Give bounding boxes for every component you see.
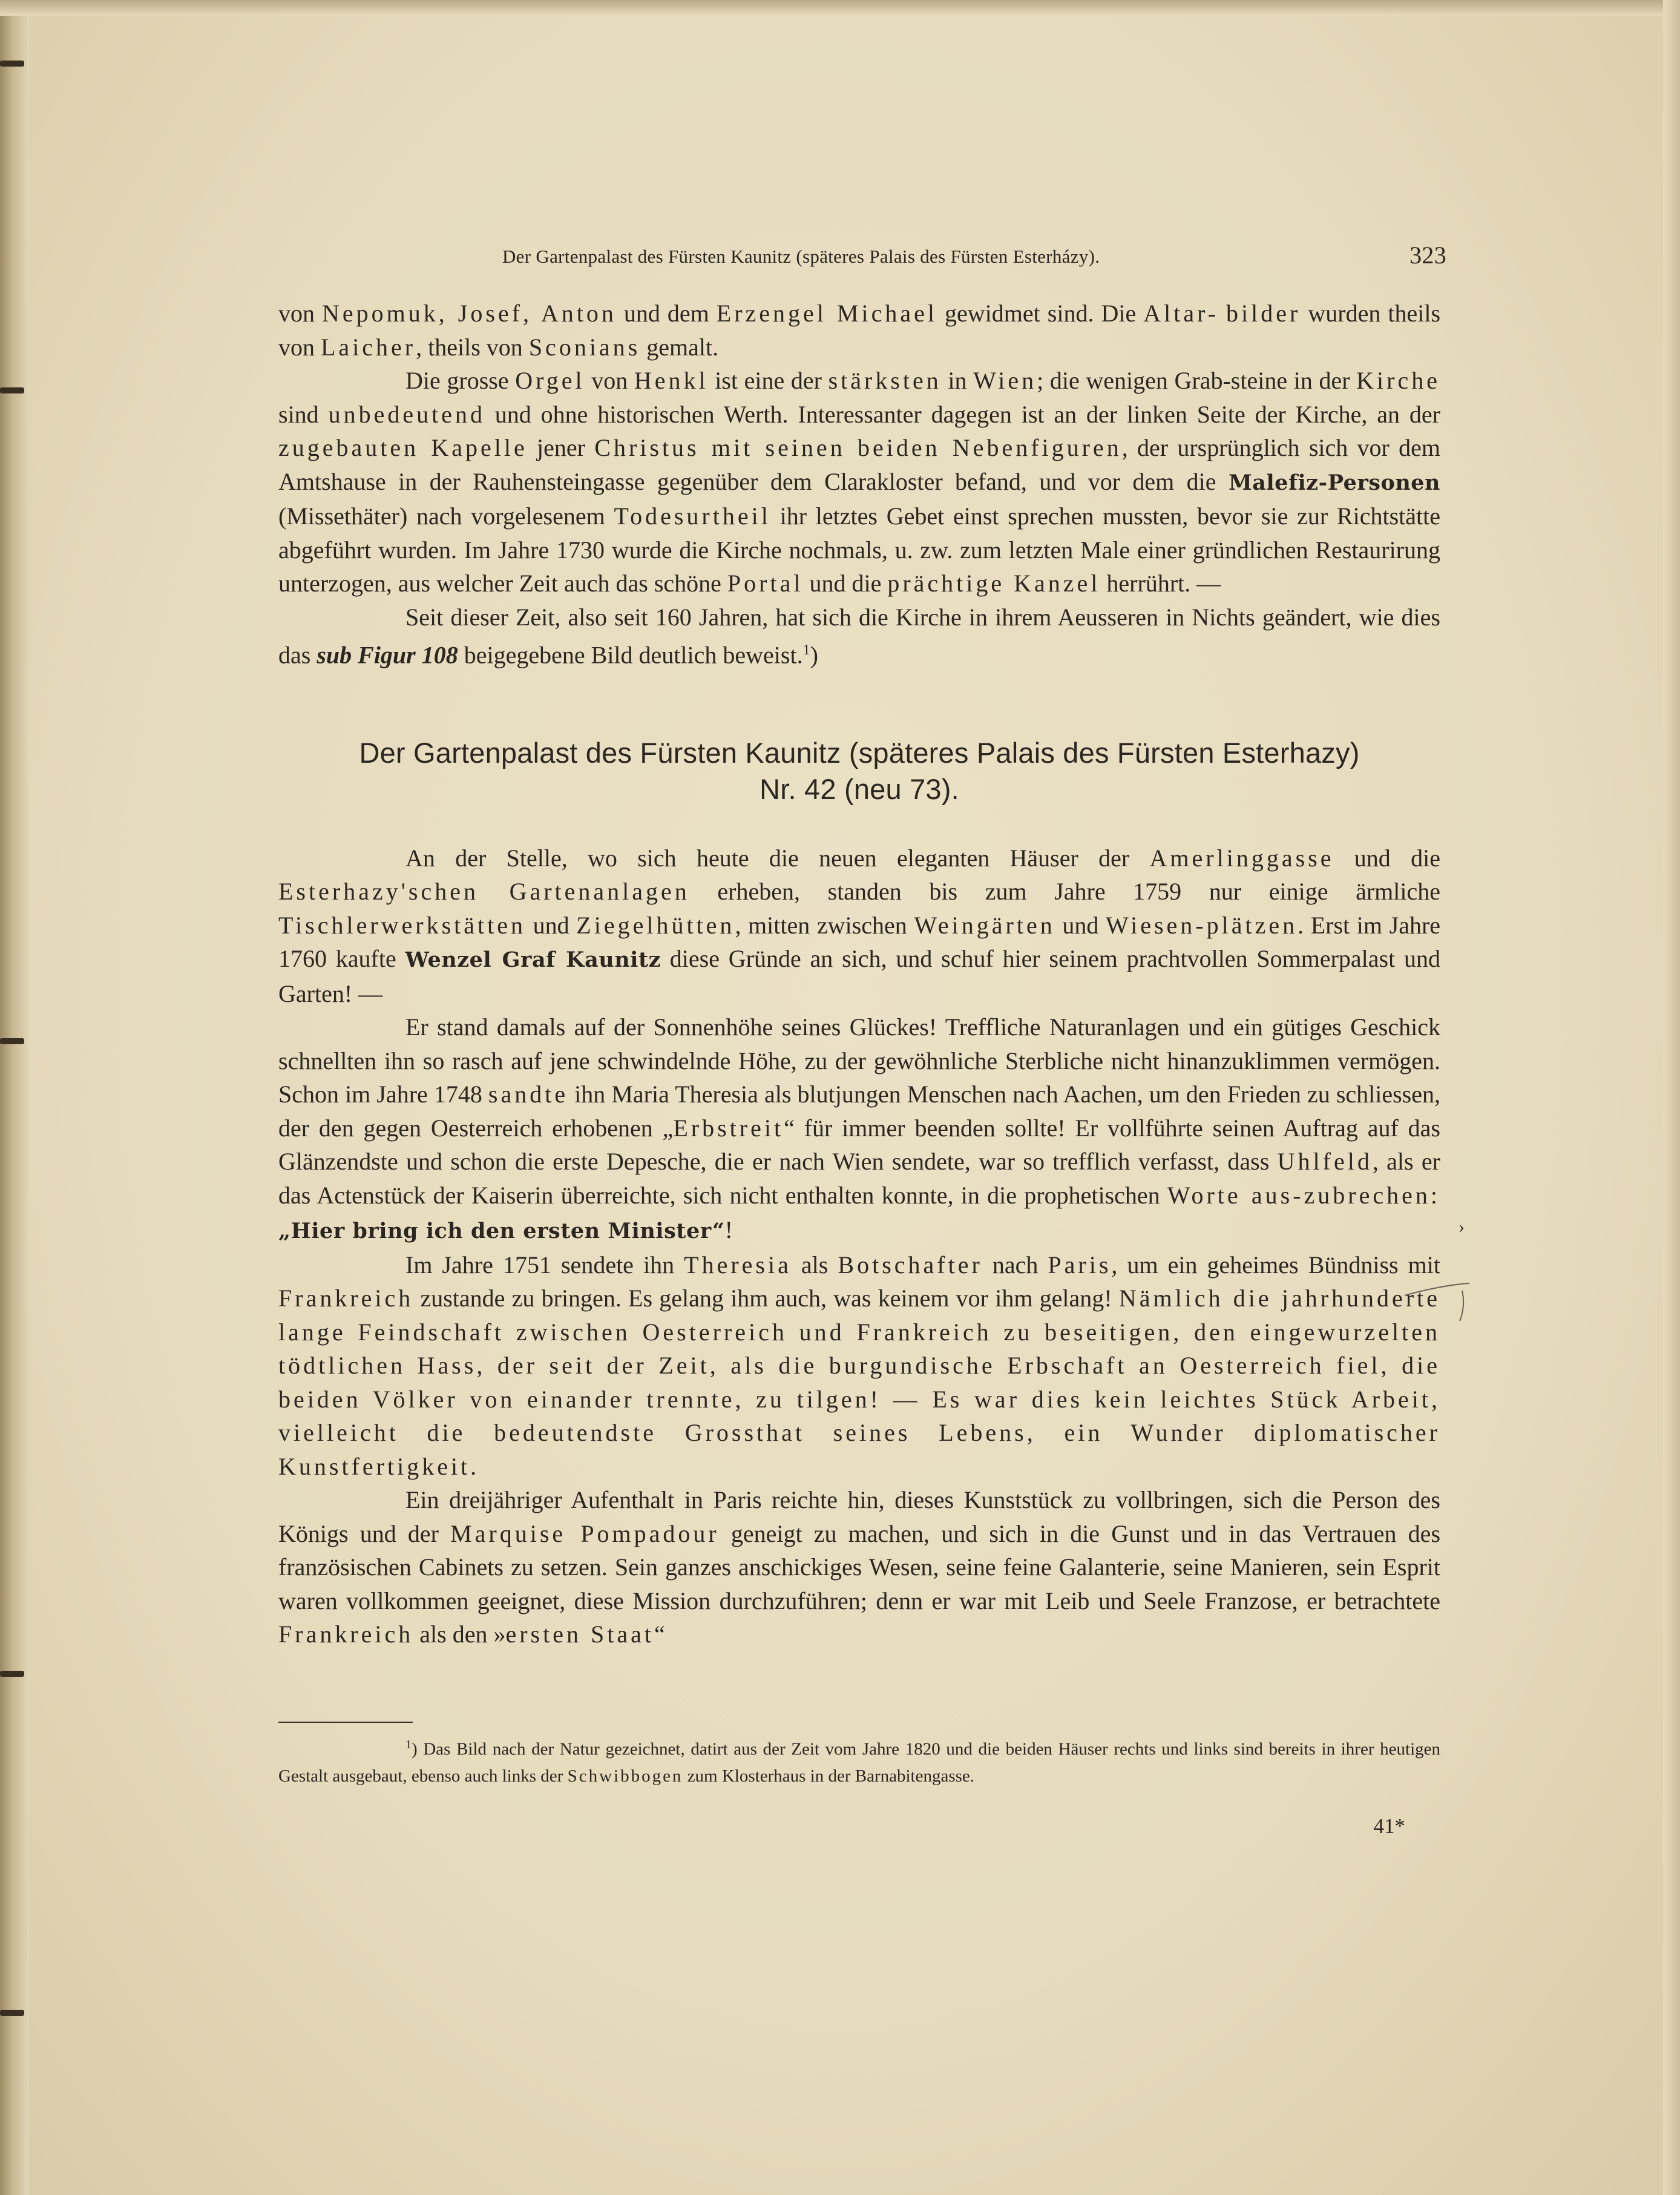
binding-mark [0, 2010, 24, 2016]
fraktur-term: Wenzel Graf Kaunitz [405, 947, 661, 973]
running-header [502, 241, 1446, 277]
paragraph: Ein dreijähriger Aufenthalt in Paris reichte hin, dieses Kunststück zu vollbringen, sich die Person des Königs und der Marquise Pompadour geneigt zu machen, und sich in die Gunst und in das Vertrauen des französischen Cabinets zu setzen. Sein ganzes anschickiges Wesen, seine feine Galanterie, seine Manieren, sein Esprit waren vollkommen geeignet, diese Mission durchzuführen; denn er war mit Leib und Seele Franzose, er betrachtete Frankreich als den »ersten Staat“ [278, 1486, 1441, 1648]
page-number: 323 [1409, 242, 1446, 269]
paragraph: von Nepomuk, Josef, Anton und dem Erzengel Michael gewidmet sind. Die Altar- bilder wurden theils von Laicher, theils von Sconians gemalt. [278, 300, 1441, 361]
fraktur-term: Malefiz-Personen [1228, 470, 1440, 495]
footnote-rule [278, 1722, 413, 1723]
footnote: $^1$) Das Bild nach der Natur gezeichnet, datirt aus der Zeit vom Jahre 1820 und die beiden Häuser rechts und links sind bereits in ihrer heutigen Gestalt ausgebaut, ebenso auch links der Schwibbogen zum Klosterhaus in der Barnabitengasse. [278, 1738, 1440, 1786]
footnote-marker: 1 [802, 642, 810, 658]
heading-line: Nr. 42 (neu 73). [760, 772, 959, 805]
binding-mark [0, 1038, 24, 1044]
paragraph: Die grosse Orgel von Henkl ist eine der stärksten in Wien; die wenigen Grab-steine in der Kirche sind unbedeutend und ohne historischen Werth. Interessanter dagegen ist an der linken Seite der Kirche, an der zugebauten Kapelle jener Christus mit seinen beiden Nebenfiguren, der ursprünglich sich vor dem Amtshause in der Rauhensteingasse gegenüber dem Clarakloster befand, und vor dem die Malefiz-Personen (Missethäter) nach vorgelesenem Todesurtheil ihr letztes Gebet einst sprechen mussten, bevor sie zur Richtstätte abgeführt wurden. Im Jahre 1730 wurde die Kirche nochmals, u. zw. zum letzten Male einer gründlichen Restaurirung unterzogen, aus welcher Zeit auch das schöne Portal und die prächtige Kanzel herrührt. — [278, 367, 1440, 597]
paragraph: Er stand damals auf der Sonnenhöhe seines Glückes! Treffliche Naturanlagen und ein gütiges Geschick schnellten ihn so rasch auf jene schwindelnde Höhe, zu der gewöhnliche Sterbliche nicht hinanzuklimmen vermögen. Schon im Jahre 1748 sandte ihn Maria Theresia als blutjungen Menschen nach Aachen, um den Frieden zu schliessen, der den gegen Oesterreich erhobenen „Erbstreit“ für immer beenden sollte! Er vollführte seinen Auftrag auf das Glänzendste und schon die erste Depesche, die er nach Wien sendete, war so trefflich verfasst, dass Uhlfeld, als er das Actenstück der Kaiserin überreichte, sich nicht enthalten konnte, in die prophetischen Worte aus-zubrechen: „Hier bring ich den ersten Minister“! [278, 1013, 1441, 1244]
binding-mark [0, 61, 24, 67]
margin-mark: › [1459, 1217, 1465, 1237]
page-top-edge [0, 0, 1680, 16]
pencil-annotation [1402, 1277, 1474, 1326]
section-heading [278, 735, 1440, 808]
paragraph: An der Stelle, wo sich heute die neuen eleganten Häuser der Amerlinggasse und die Esterhazy'schen Gartenanlagen erheben, standen bis zum Jahre 1759 nur einige ärmliche Tischlerwerkstätten und Ziegelhütten, mitten zwischen Weingärten und Wiesen-plätzen. Erst im Jahre 1760 kaufte Wenzel Graf Kaunitz diese Gründe an sich, und schuf hier seinem prachtvollen Sommerpalast und Garten! — [278, 844, 1441, 1007]
book-spine [0, 0, 29, 2195]
signature-mark: 41* [1373, 1814, 1405, 1838]
running-title: Der Gartenpalast des Fürsten Kaunitz (späteres Palais des Fürsten Esterházy). [502, 246, 1100, 267]
fraktur-quote: „Hier bring ich den ersten Minister“ [278, 1219, 725, 1244]
heading-line: Der Gartenpalast des Fürsten Kaunitz (späteres Palais des Fürsten Esterhazy) [359, 736, 1360, 769]
paragraph: Im Jahre 1751 sendete ihn Theresia als Botschafter nach Paris, um ein geheimes Bündniss mit Frankreich zustande zu bringen. Es gelang ihm auch, was keinem vor ihm gelang! Nämlich die jahrhunderte lange Feindschaft zwischen Oesterreich und Frankreich zu beseitigen, den eingewurzelten tödtlichen Hass, der seit der Zeit, als die burgundische Erbschaft an Oesterreich fiel, die beiden Völker von einander trennte, zu tilgen! — Es war dies kein leichtes Stück Arbeit, vielleicht die bedeutendste Grossthat seines Lebens, ein Wunder diplomatischer Kunstfertigkeit. [278, 1251, 1441, 1480]
figure-reference: sub Figur 108 [317, 641, 458, 669]
binding-mark [0, 1671, 24, 1677]
binding-mark [0, 387, 24, 393]
main-text [278, 297, 1440, 1651]
paragraph: Seit dieser Zeit, also seit 160 Jahren, hat sich die Kirche in ihrem Aeusseren in Nichts geändert, wie dies das sub Figur 108 beigegebene Bild deutlich beweist.$^1$) [278, 603, 1440, 669]
page-right-edge [1663, 0, 1680, 2195]
